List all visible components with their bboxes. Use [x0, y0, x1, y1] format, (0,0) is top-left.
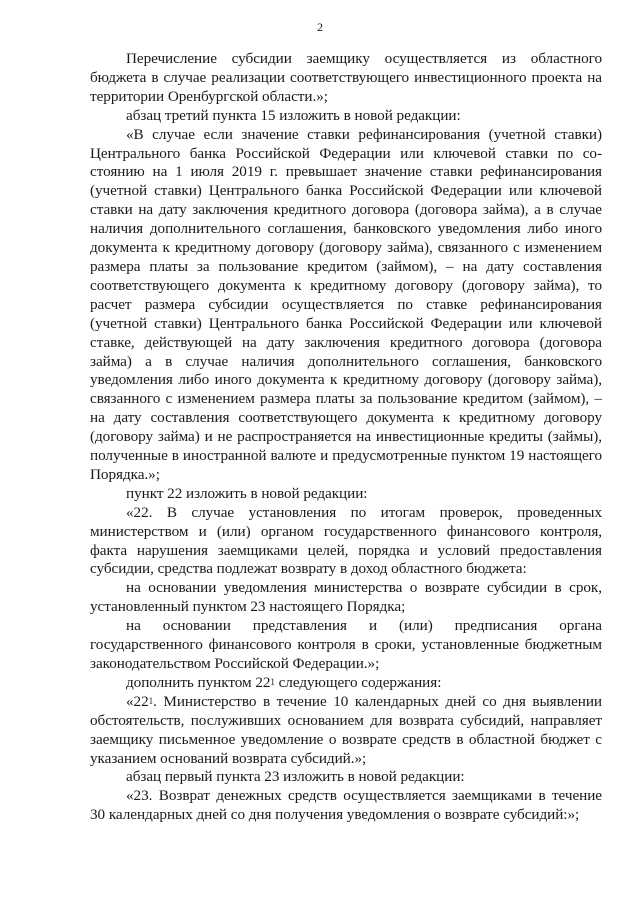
clause-22-1-sup: 1: [148, 695, 154, 706]
clause-22-1-before: «22: [126, 692, 149, 710]
paragraph-clause-23: «23. Возврат денежных средств осуществляется заемщиками в течение 30 календарных дней со дня получения уведомления о возврате субсидий:»;: [90, 787, 602, 824]
page-number: 2: [317, 20, 323, 34]
document-body: [90, 50, 602, 825]
add-22-1-before: дополнить пунктом 22: [126, 673, 271, 691]
paragraph-amend-22: пункт 22 изложить в новой редакции:: [126, 484, 368, 502]
paragraph-subsidy-transfer: Перечисление субсидии заемщику осуществляется из областного бюджета в случае реализации соответствующего инвестиционного проекта на территории Оренбургской области.»;: [90, 50, 602, 105]
paragraph-amend-15: абзац третий пункта 15 изложить в новой редакции:: [126, 106, 461, 124]
paragraph-add-22-1: [90, 674, 602, 693]
clause-22-1-after: . Министерство в течение 10 календарных дней со дня выявлении обстоятельств, послуживших основанием для возврата субсидий, направляет заемщику письменное уведомление о возврате средств в областной бюджет с указанием оснований возврата субсидий.»;: [90, 692, 602, 767]
paragraph-refinancing-rate: «В случае если значение ставки рефинансирования (учетной ставки) Центрального банка Российской Федерации или ключевой ставки по состоянию на 1 июля 2019 г. превышает значение ставки рефинансирования (учетной ставки) Центрального банка Российской Федерации или ключевой ставки на дату заключения кредитного договора (договора займа), а в случае наличия дополнительного соглашения, банковского уведомления либо иного документа к кредитному договору (договору займа), связанного с изменением размера платы за пользование кредитом (займом), – на дату составления соответствующего документа к кредитному договору (договору займа), то расчет размера субсидии осуществляется по ставке рефинансирования (учетной ставки) Центрального банка Российской Федерации или ключевой ставке, действующей на дату заключения кредитного договора (договора займа) а в случае наличия дополнительного соглашения, банковского уведомления либо иного документа к кредитному договору (договору займа), связанного с изменением размера платы за пользование кредитом (займом), – на дату составления соответствующего документа к кредитному договору (договору займа) и не распространяется на инвестиционные кредиты (займы), полученные в иностранной валюте и предусмотренные пунктом 19 настоящего Порядка.»;: [90, 125, 602, 483]
add-22-1-after: следующего содержания:: [274, 673, 442, 691]
paragraph-amend-23: абзац первый пункта 23 изложить в новой редакции:: [126, 768, 465, 786]
paragraph-ministry-notice: на основании уведомления министерства о возврате субсидии в срок, установленный пунктом 23 настоящего Порядка;: [90, 579, 602, 616]
paragraph-state-control: на основании представления и (или) предписания органа государственного финансового контроля в сроки, установленные бюджетным законодательством Российской Федерации.»;: [90, 617, 602, 672]
paragraph-clause-22-1: [90, 693, 602, 769]
paragraph-clause-22: «22. В случае установления по итогам проверок, проведенных министерством и (или) органом государственного финансового контроля, факта нарушения заемщиками целей, порядка и условий предоставления субсидии, средства подлежат возврату в доход областного бюджета:: [90, 503, 602, 578]
add-22-1-sup: 1: [270, 676, 275, 687]
